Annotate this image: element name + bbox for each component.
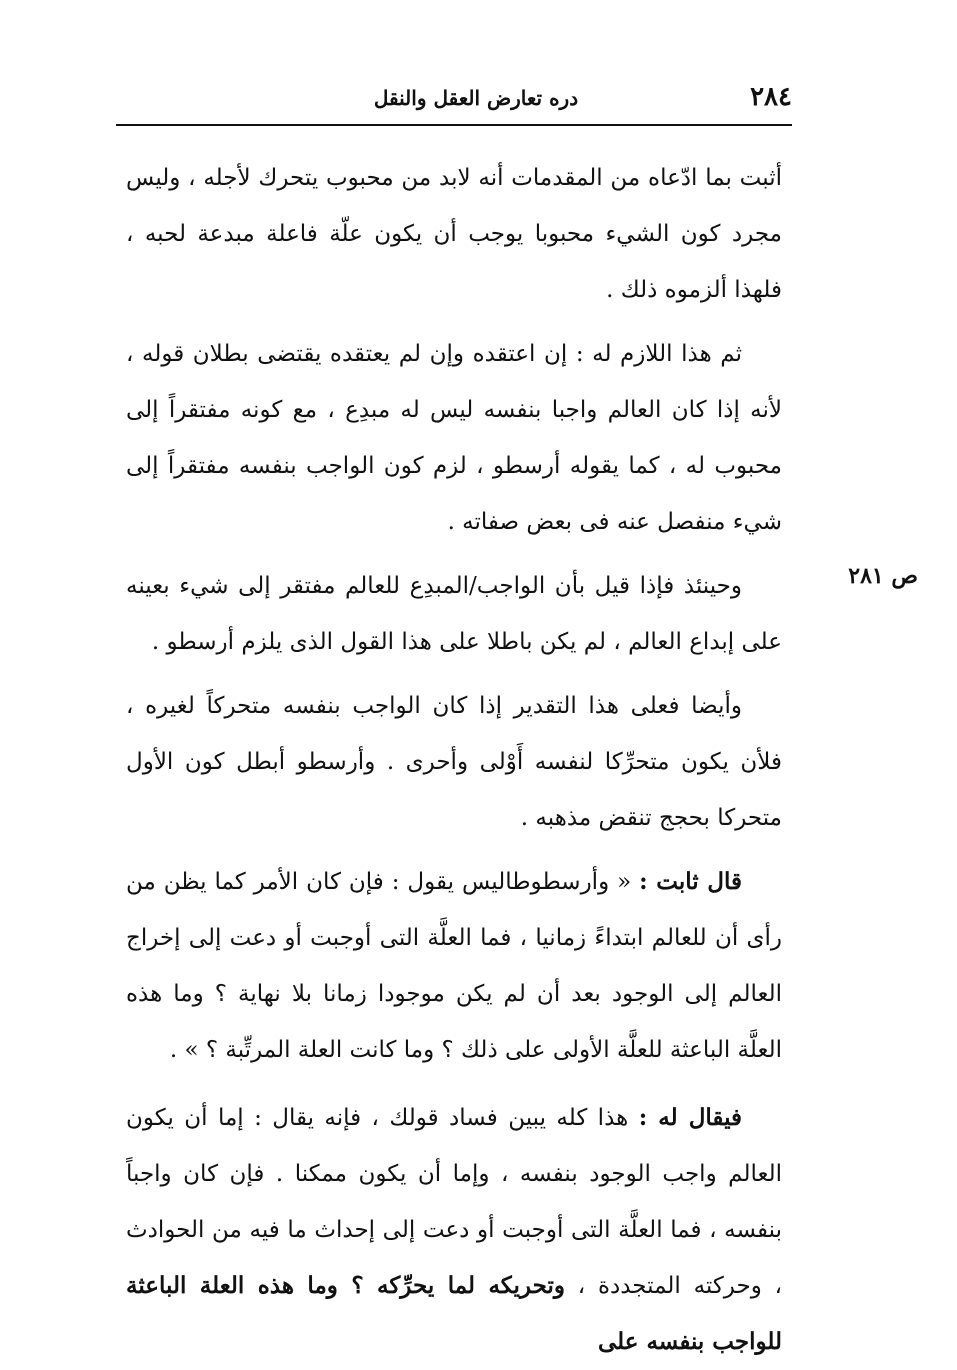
- paragraph-1: أثبت بما ادّعاه من المقدمات أنه لابد من محبوب يتحرك لأجله ، وليس مجرد كون الشيء محبوبا يوجب أن يكون علّة فاعلة مبدعة لحبه ، فلهذا ألزموه ذلك .: [126, 165, 782, 303]
- page-number: ٢٨٤: [750, 82, 792, 112]
- paragraph-3: وحينئذ فإذا قيل بأن الواجب/المبدِع للعالم مفتقر إلى شيء بعينه على إبداع العالم ، لم يكن باطلا على هذا القول الذى يلزم أرسطو .: [126, 573, 782, 655]
- paragraph-gap: [126, 670, 782, 678]
- paragraph-5: [126, 854, 782, 1078]
- paragraph-6: [126, 1090, 782, 1370]
- page-header: [116, 80, 792, 126]
- paragraph-gap: [126, 846, 782, 854]
- paragraph-gap: [126, 550, 782, 558]
- header-rule: [116, 124, 792, 126]
- speaker-label: قال ثابت :: [639, 868, 743, 895]
- main-text: [126, 150, 782, 1370]
- margin-page-reference: ص ٢٨١: [848, 563, 918, 589]
- reply-label: فيقال له :: [638, 1104, 743, 1131]
- paragraph-gap: [126, 1078, 782, 1090]
- running-title: دره تعارض العقل والنقل: [373, 86, 579, 110]
- paragraph-6-text: هذا كله يبين فساد قولك ، فإنه يقال : إما أن يكون العالم واجب الوجود بنفسه ، وإما أن يكون ممكنا . فإن كان واجباً بنفسه ، فما العلَّة التى أوجبت أو دعت إلى إحداث ما فيه من الحوادث ، وحركته المتجددة ،: [126, 1105, 782, 1299]
- paragraph-6-bold-text: وتحريكه لما يحرِّكه ؟ وما هذه العلة الباعثة للواجب بنفسه على: [126, 1272, 782, 1355]
- paragraph-4: وأيضا فعلى هذا التقدير إذا كان الواجب بنفسه متحركاً لغيره ، فلأن يكون متحرِّكا لنفسه أَوْلى وأحرى . وأرسطو أبطل كون الأول متحركا بحجج تنقض مذهبه .: [126, 693, 782, 831]
- paragraph-gap: [126, 318, 782, 326]
- paragraph-5-text: « وأرسطوطاليس يقول : فإن كان الأمر كما يظن من رأى أن للعالم ابتداءً زمانيا ، فما العلَّة التى أوجبت أو دعت إلى إخراج العالم إلى الوجود بعد أن لم يكن موجودا زمانا بلا نهاية ؟ وما هذه العلَّة الباعثة للعلَّة الأولى على ذلك ؟ وما كانت العلة المرتِّبة ؟ » .: [126, 869, 782, 1063]
- paragraph-2: ثم هذا اللازم له : إن اعتقده وإن لم يعتقده يقتضى بطلان قوله ، لأنه إذا كان العالم واجبا بنفسه ليس له مبدِع ، مع كونه مفتقراً إلى محبوب له ، كما يقوله أرسطو ، لزم كون الواجب بنفسه مفتقراً إلى شيء منفصل عنه فى بعض صفاته .: [126, 341, 782, 535]
